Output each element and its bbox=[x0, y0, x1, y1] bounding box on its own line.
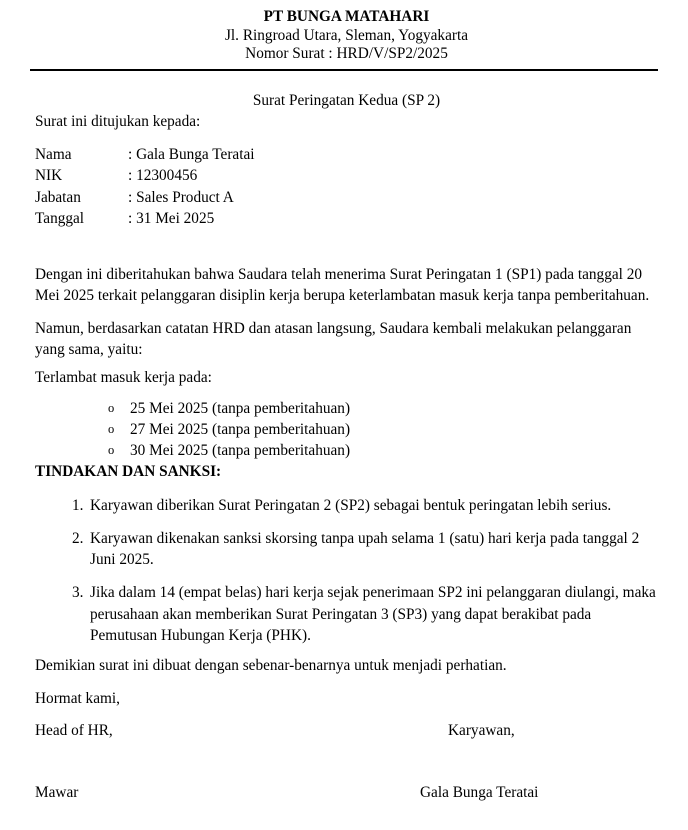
bullet-icon: o bbox=[108, 401, 115, 415]
list-item bbox=[35, 528, 658, 571]
sanction-text: Karyawan diberikan Surat Peringatan 2 (SP2) sebagai bentuk peringatan lebih serius. bbox=[90, 496, 612, 514]
bullet-icon: o bbox=[108, 443, 115, 457]
company-name: PT BUNGA MATAHARI bbox=[263, 8, 430, 25]
field-value: : 31 Mei 2025 bbox=[128, 210, 215, 227]
signature-names-row bbox=[35, 782, 658, 804]
late-dates-list bbox=[35, 398, 658, 461]
paragraph-repeat-violation: Namun, berdasarkan catatan HRD dan atasan langsung, Saudara kembali melakukan pelanggaran yang sama, yaitu: bbox=[35, 319, 632, 358]
late-date: 27 Mei 2025 (tanpa pemberitahuan) bbox=[130, 421, 351, 438]
intro-line: Surat ini ditujukan kepada: bbox=[35, 113, 201, 130]
signature-role-left: Head of HR, bbox=[35, 722, 113, 739]
list-item bbox=[35, 398, 658, 419]
item-number: 1. bbox=[72, 496, 84, 514]
sanction-text: Karyawan dikenakan sanksi skorsing tanpa upah selama 1 (satu) hari kerja pada tanggal 2 Juni 2025. bbox=[90, 529, 640, 568]
field-row-tanggal bbox=[35, 208, 658, 230]
sanctions-list bbox=[35, 495, 658, 647]
signature-roles-row bbox=[35, 720, 658, 742]
sanctions-heading: TINDAKAN DAN SANKSI: bbox=[35, 463, 222, 480]
bullet-icon: o bbox=[108, 422, 115, 436]
field-value: : Gala Bunga Teratai bbox=[128, 145, 255, 163]
late-date: 30 Mei 2025 (tanpa pemberitahuan) bbox=[130, 442, 351, 459]
field-label: Jabatan bbox=[35, 188, 81, 206]
field-row-nik bbox=[35, 165, 658, 187]
field-value: : 12300456 bbox=[128, 167, 198, 184]
list-item bbox=[35, 582, 658, 647]
letter-number: Nomor Surat : HRD/V/SP2/2025 bbox=[245, 45, 448, 62]
field-row-jabatan bbox=[35, 187, 658, 209]
field-row-nama bbox=[35, 144, 658, 166]
letterhead-divider bbox=[30, 69, 658, 71]
late-list-intro: Terlambat masuk kerja pada: bbox=[35, 368, 212, 386]
item-number: 2. bbox=[72, 529, 84, 547]
field-value: : Sales Product A bbox=[128, 188, 234, 206]
list-item bbox=[35, 419, 658, 440]
late-date: 25 Mei 2025 (tanpa pemberitahuan) bbox=[130, 400, 351, 417]
company-address: Jl. Ringroad Utara, Sleman, Yogyakarta bbox=[224, 26, 468, 44]
field-label: Tanggal bbox=[35, 210, 85, 227]
signature-name-left: Mawar bbox=[35, 783, 79, 801]
letterhead bbox=[35, 8, 658, 64]
item-number: 3. bbox=[72, 584, 84, 601]
field-label: Nama bbox=[35, 145, 72, 163]
paragraph-sp1-notice: Dengan ini diberitahukan bahwa Saudara telah menerima Surat Peringatan 1 (SP1) pada tanggal 20 Mei 2025 terkait pelanggaran disiplin kerja berupa keterlambatan masuk kerja tanpa pemberitahuan. bbox=[35, 265, 650, 304]
closing-salutation: Hormat kami, bbox=[35, 689, 120, 707]
list-item bbox=[35, 440, 658, 461]
signature-name-right: Gala Bunga Teratai bbox=[420, 783, 539, 801]
recipient-fields bbox=[35, 144, 658, 230]
letter-subject: Surat Peringatan Kedua (SP 2) bbox=[252, 91, 441, 109]
list-item bbox=[35, 495, 658, 517]
field-label: NIK bbox=[35, 167, 63, 184]
sanction-text: Jika dalam 14 (empat belas) hari kerja sejak penerimaan SP2 ini pelanggaran diulangi, maka perusahaan akan memberikan Surat Peringatan 3 (SP3) yang dapat berakibat pada Pemutusan Hubungan Kerja (PHK). bbox=[90, 584, 656, 644]
closing-statement: Demikian surat ini dibuat dengan sebenar-benarnya untuk menjadi perhatian. bbox=[35, 656, 507, 674]
signature-role-right: Karyawan, bbox=[448, 722, 515, 739]
